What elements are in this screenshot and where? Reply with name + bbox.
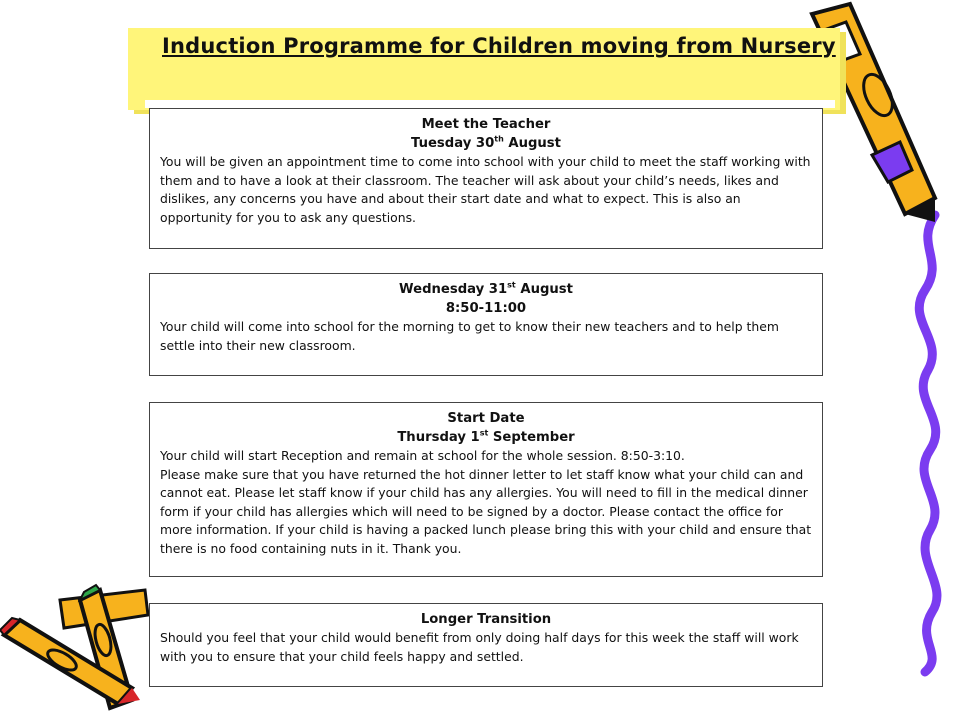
section-date: Thursday 1st September — [397, 428, 575, 445]
section-meet-the-teacher — [149, 108, 823, 249]
section-date: Wednesday 31st August — [399, 280, 573, 297]
crayon-pile-icon-bottom-left — [0, 585, 148, 708]
title-banner — [128, 28, 840, 110]
purple-squiggle-line — [919, 215, 937, 672]
section-heading: Longer Transition — [420, 612, 552, 627]
section-date: Tuesday 30th August — [411, 134, 561, 151]
section-time: 8:50-11:00 — [445, 301, 527, 316]
section-first-visit — [149, 273, 823, 376]
section-body-dinner: Please make sure that you have returned the hot dinner letter to let staff know what your child can and cannot eat. Please let staff know if your child has any allergies. You will need to fill in the medical dinner form if your child has allergies which will need to be signed by a doctor. Please contact the office for more information. If your child is having a packed lunch please bring this with your child and ensure that there is no food containing nuts in it. Thank you. — [160, 466, 812, 556]
section-body: Your child will come into school for the morning to get to know their new teachers and to help them settle into their new classroom. — [160, 319, 779, 353]
section-start-date — [149, 402, 823, 577]
section-heading: Start Date — [447, 411, 525, 426]
section-body: Your child will start Reception and remain at school for the whole session. 8:50-3:10. — [160, 448, 685, 463]
section-longer-transition — [149, 603, 823, 687]
section-heading: Meet the Teacher — [421, 117, 551, 132]
section-body: Should you feel that your child would benefit from only doing half days for this week the staff will work with you to ensure that your child feels happy and settled. — [160, 630, 799, 664]
page-title: Induction Programme for Children moving from Nursery — [162, 34, 836, 58]
section-body: You will be given an appointment time to come into school with your child to meet the staff working with them and to have a look at their classroom. The teacher will ask about your child’s needs, likes and dislikes, any concerns you have and about their start date and what to expect. This is also an opportunity for you to ask any questions. — [160, 154, 811, 225]
